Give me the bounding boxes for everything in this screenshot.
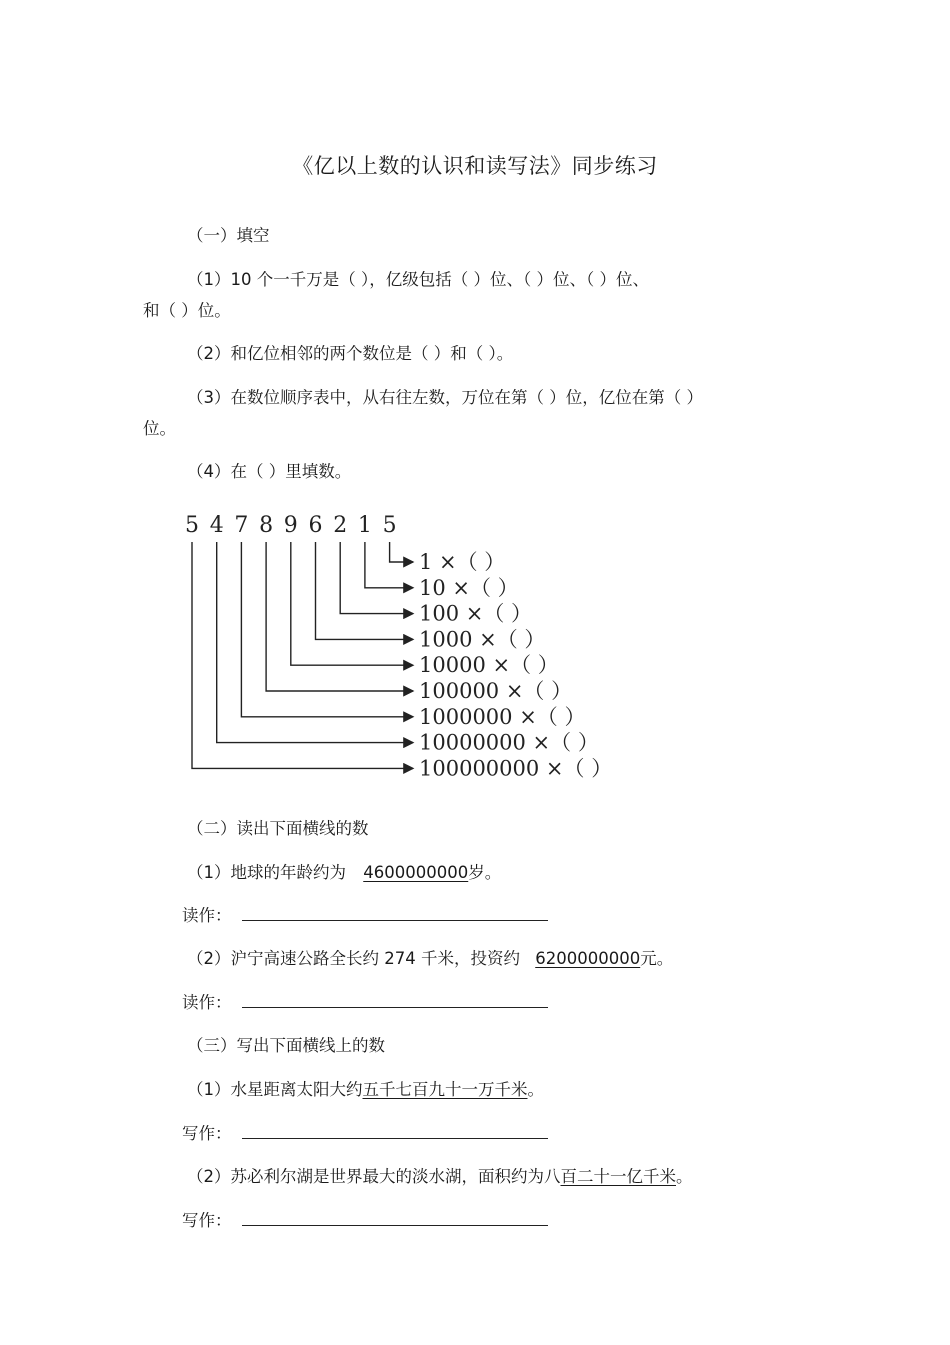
multiplier-row-1: 10 ×（ ）	[419, 575, 519, 600]
question-3-1-prefix: （1）水星距离太阳大约	[187, 1080, 363, 1099]
answer-blank-4[interactable]	[242, 1211, 548, 1226]
multiplier-row-2: 100 ×（ ）	[419, 601, 533, 626]
multiplier-row-8: 100000000 ×（ ）	[419, 756, 613, 781]
digit-2: 7	[234, 513, 249, 538]
connector-line-8	[192, 542, 413, 768]
write-answer-1	[182, 1120, 548, 1144]
section-3-heading: （三）写出下面横线上的数	[187, 1036, 385, 1055]
answer-blank-3[interactable]	[242, 1124, 548, 1139]
multiplier-row-3: 1000 ×（ ）	[419, 627, 546, 652]
read-label-2: 读作：	[182, 993, 232, 1012]
question-1-1-line-1: （1）10 个一千万是（ ），亿级包括（ ）位、（ ）位、（ ）位、	[187, 270, 649, 289]
question-1-1-line-2: 和（ ）位。	[143, 301, 231, 320]
multiplier-row-6: 1000000 ×（ ）	[419, 704, 586, 729]
question-3-2-prefix: （2）苏必利尔湖是世界最大的淡水湖，面积约为八	[187, 1167, 561, 1186]
question-3-2-underlined: 百二十一亿千米	[560, 1167, 676, 1186]
question-2-1-suffix: 岁。	[468, 863, 502, 882]
digit-1: 4	[209, 513, 224, 538]
page-title: 《亿以上数的认识和读写法》同步练习	[292, 154, 658, 178]
question-1-3-line-1: （3）在数位顺序表中，从右往左数，万位在第（ ）位，亿位在第（ ）	[187, 388, 703, 407]
question-2-2	[187, 945, 673, 969]
read-answer-2	[182, 989, 548, 1013]
write-label-2: 写作：	[182, 1211, 232, 1230]
answer-blank-1[interactable]	[242, 906, 548, 921]
read-answer-1	[182, 902, 548, 926]
connector-line-0	[390, 542, 413, 562]
question-3-2-suffix: 。	[676, 1167, 693, 1186]
question-3-1-underlined: 五千七百九十一万千米	[362, 1080, 528, 1099]
connector-line-2	[340, 542, 413, 614]
question-3-2	[187, 1163, 693, 1187]
multiplier-row-7: 10000000 ×（ ）	[419, 730, 599, 755]
write-label-1: 写作：	[182, 1124, 232, 1143]
question-2-1-number: 4600000000	[363, 863, 469, 882]
question-3-1	[187, 1076, 544, 1100]
question-3-1-suffix: 。	[527, 1080, 544, 1099]
question-1-4: （4）在（ ）里填数。	[187, 462, 352, 481]
digit-4: 9	[283, 513, 298, 538]
connector-line-4	[291, 542, 413, 665]
question-2-2-suffix: 元。	[640, 949, 674, 968]
question-1-2: （2）和亿位相邻的两个数位是（ ）和（ ）。	[187, 344, 514, 363]
digit-5: 6	[308, 513, 323, 538]
read-label-1: 读作：	[182, 906, 232, 925]
section-1-heading: （一）填空	[187, 226, 270, 245]
digit-8: 5	[382, 513, 397, 538]
multiplier-row-4: 10000 ×（ ）	[419, 653, 559, 678]
multiplier-row-5: 100000 ×（ ）	[419, 679, 573, 703]
section-2-heading: （二）读出下面横线的数	[187, 819, 369, 838]
question-2-1	[187, 859, 501, 883]
place-value-diagram	[0, 505, 700, 795]
digit-3: 8	[259, 513, 274, 538]
digit-6: 2	[333, 513, 348, 538]
question-1-3-line-2: 位。	[143, 419, 176, 438]
question-2-2-prefix: （2）沪宁高速公路全长约 274 千米，投资约	[187, 949, 520, 968]
digit-0: 5	[185, 513, 199, 538]
digit-7: 1	[357, 513, 372, 538]
write-answer-2	[182, 1207, 548, 1231]
multiplier-row-0: 1 ×（ ）	[419, 550, 506, 574]
question-2-1-prefix: （1）地球的年龄约为	[187, 863, 346, 882]
question-2-2-number: 6200000000	[535, 949, 641, 968]
answer-blank-2[interactable]	[242, 993, 548, 1008]
